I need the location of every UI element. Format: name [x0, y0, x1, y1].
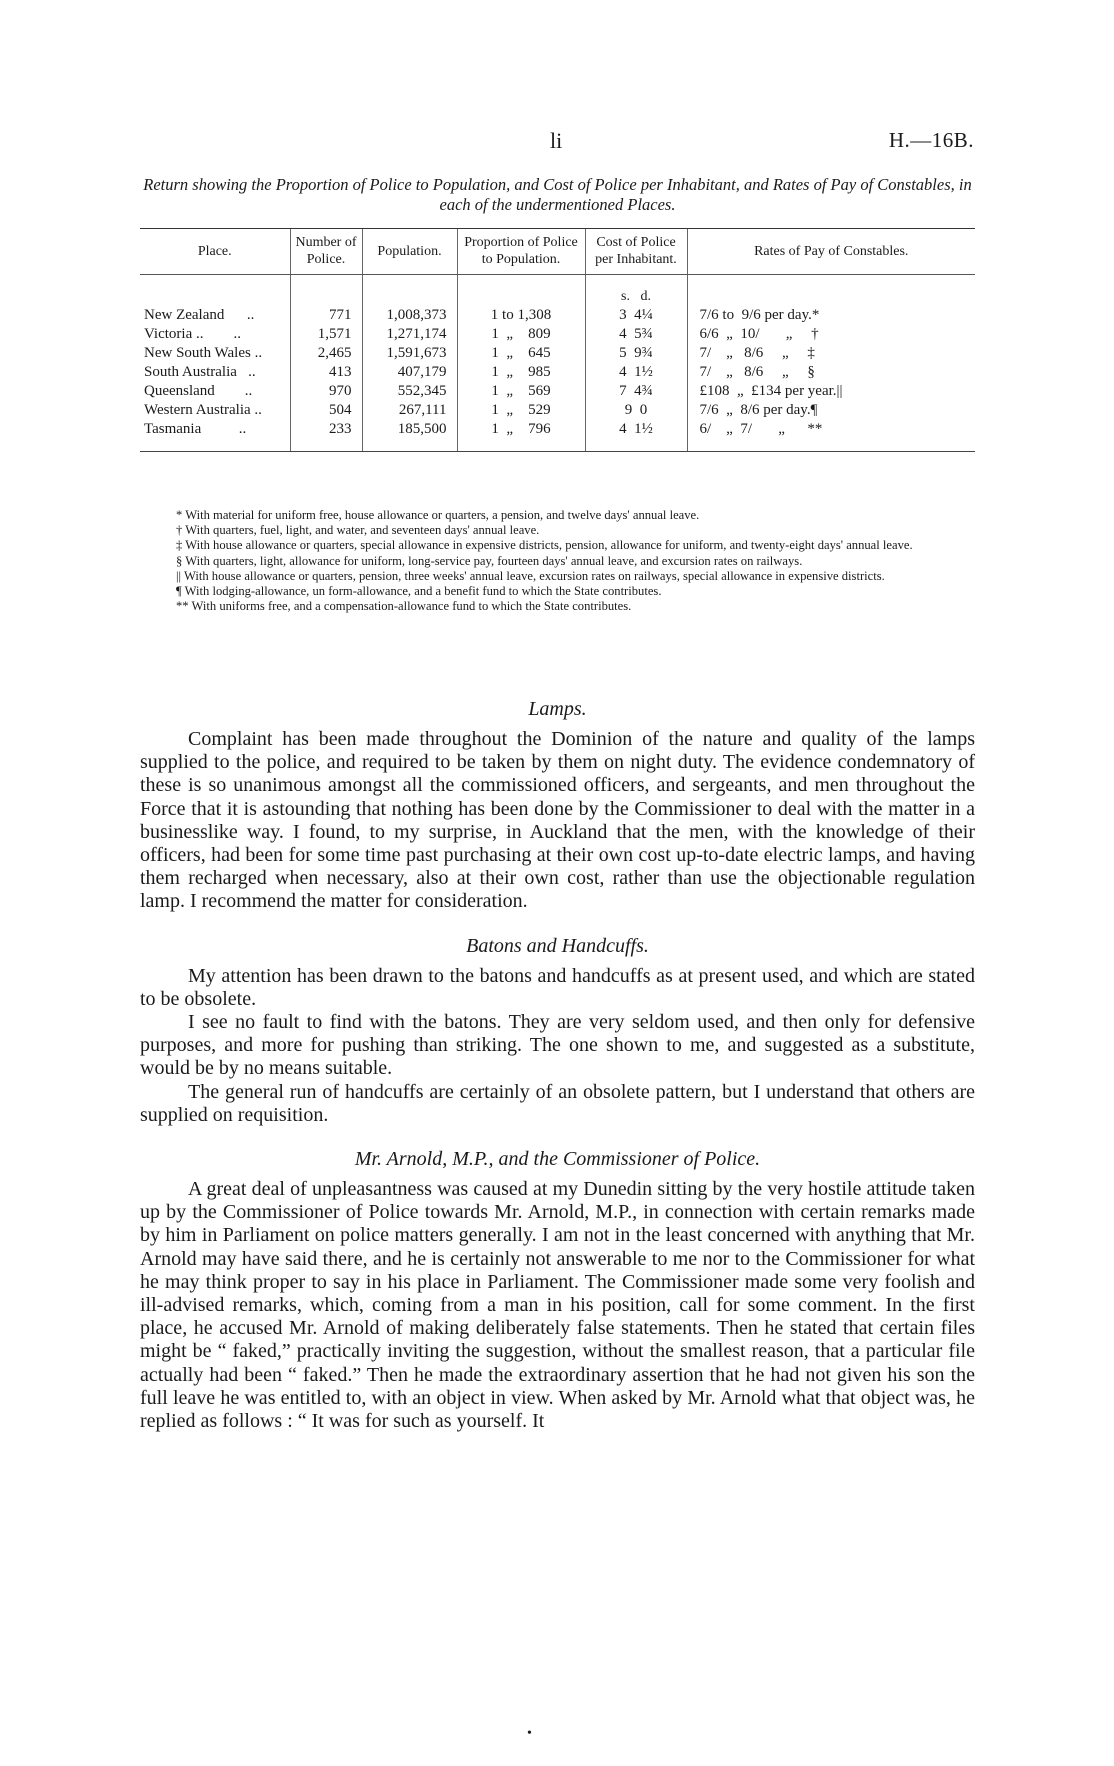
- header-number: Number of Police.: [290, 229, 362, 275]
- footnote: ** With uniforms free, and a compensation-allowance fund to which the State contributes.: [176, 599, 632, 614]
- police-return-table: [140, 228, 975, 452]
- cell-proportion: 1 „ 985: [457, 363, 585, 382]
- cell-cost: 4 1½: [585, 363, 687, 382]
- footnote: || With house allowance or quarters, pension, three weeks' annual leave, excursion rates on railways, special allowance in expensive districts.: [176, 568, 885, 583]
- cell-number: 1,571: [290, 325, 362, 344]
- footnote: * With material for uniform free, house allowance or quarters, a pension, and twelve days' annual leave.: [176, 508, 700, 522]
- footnote: † With quarters, fuel, light, and water, and seventeen days' annual leave.: [176, 523, 540, 538]
- section-heading-arnold: Mr. Arnold, M.P., and the Commissioner of Police.: [354, 1148, 761, 1171]
- section-heading-lamps: Lamps.: [528, 698, 587, 720]
- cell-cost: 7 4¾: [585, 382, 687, 401]
- cell-population: 1,271,174: [362, 325, 457, 344]
- page-header: [0, 128, 1114, 154]
- cell-cost: 4 5¾: [585, 325, 687, 344]
- paragraph: A great deal of unpleasantness was caused at my Dunedin sitting by the very hostile attitude taken up by the Commissioner of Police towards Mr. Arnold, M.P., in connection with certain remarks made by him in Parliament on police matters generally. I am not in the least concerned with anything that Mr. Arnold may have said there, and he is certainly not answerable to me nor to the Commissioner for what he may think proper to say in his place in Parliament. The Commissioner made some very foolish and ill-advised remarks, which, coming from a man in his position, call for some comment. In the first place, he accused Mr. Arnold of making deliberately false statements. Then he stated that certain files might be “ faked,” practically inviting the suggestion, without the smallest reason, that a particular file actually had been “ faked.” Then he made the extraordinary assertion that he had not given his son the full leave he was entitled to, with an object in view. When asked by Mr. Arnold what that object was, he replied as follows : “ It was for such as yourself. It: [140, 1178, 975, 1433]
- cell-proportion: 1 „ 645: [457, 344, 585, 363]
- section-heading-batons: Batons and Handcuffs.: [466, 934, 649, 957]
- cell-cost: 3 4¼: [585, 306, 687, 325]
- header-place: Place.: [140, 229, 290, 275]
- cell-population: 1,591,673: [362, 344, 457, 363]
- cell-number: 771: [290, 306, 362, 325]
- header-rates: Rates of Pay of Constables.: [687, 229, 975, 275]
- cell-cost: 4 1½: [585, 420, 687, 452]
- cell-population: 407,179: [362, 363, 457, 382]
- footnote: ‡ With house allowance or quarters, special allowance in expensive districts, pension, allowance for uniform, and twenty-eight days' annual leave.: [176, 538, 913, 553]
- cell-number: 2,465: [290, 344, 362, 363]
- cell-rates: 7/ „ 8/6 „ ‡: [687, 344, 975, 363]
- cell-number: 413: [290, 363, 362, 382]
- cell-place: Tasmania ..: [140, 420, 290, 452]
- document-reference: H.—16B.: [888, 128, 974, 152]
- table-row: [140, 344, 975, 363]
- footnote: § With quarters, light, allowance for uniform, long-service pay, fourteen days' annual leave, and excursion rates on railways.: [176, 553, 803, 568]
- paragraph: I see no fault to find with the batons. They are very seldom used, and then only for defensive purposes, and more for pushing than striking. The one shown to me, and suggested as a substitute, would be by no means suitable.: [140, 1011, 975, 1080]
- cell-cost: 5 9¾: [585, 344, 687, 363]
- cell-proportion: 1 „ 796: [457, 420, 585, 452]
- cell-place: New Zealand ..: [144, 307, 255, 323]
- header-proportion: Proportion of Police to Population.: [457, 229, 585, 275]
- cell-proportion: 1 „ 569: [457, 382, 585, 401]
- table-row: [140, 420, 975, 452]
- table-row: [140, 306, 975, 325]
- cell-place: New South Wales ..: [144, 345, 263, 361]
- cell-place: South Australia ..: [144, 364, 256, 380]
- paragraph: Complaint has been made throughout the Dominion of the nature and quality of the lamps supplied to the police, and required to be taken by them on night duty. The evidence condemnatory of these is so unanimous amongst all the commissioned officers, and sergeants, and men throughout the Force that it is astounding that nothing has been done by the Commissioner to deal with the matter in a businesslike way. I found, to my surprise, in Auckland that the men, with the knowledge of their officers, had been for some time past purchasing at their own cost up-to-date electric lamps, and having them recharged when necessary, also at their own cost, rather than use the objectionable regulation lamp. I recommend the matter for consideration.: [140, 728, 975, 913]
- cost-units-label: s. d.: [585, 275, 687, 307]
- cell-rates: 7/6 to 9/6 per day.*: [687, 306, 975, 325]
- cell-number: 233: [290, 420, 362, 452]
- table-row: [140, 382, 975, 401]
- table-row: [140, 401, 975, 420]
- cell-population: 267,111: [362, 401, 457, 420]
- cell-number: 504: [290, 401, 362, 420]
- table-header-row: [140, 229, 975, 275]
- table-row: [140, 363, 975, 382]
- cell-number: 970: [290, 382, 362, 401]
- cell-rates: £108 „ £134 per year.||: [687, 382, 975, 401]
- cell-proportion: 1 „ 529: [457, 401, 585, 420]
- cell-rates: 7/6 „ 8/6 per day.¶: [687, 401, 975, 420]
- paragraph: The general run of handcuffs are certainly of an obsolete pattern, but I understand that others are supplied on requisition.: [140, 1080, 975, 1126]
- cell-rates: 7/ „ 8/6 „ §: [687, 363, 975, 382]
- table-row: [140, 325, 975, 344]
- cell-population: 552,345: [362, 382, 457, 401]
- stray-dot-mark: •: [527, 1726, 532, 1741]
- cell-rates: 6/6 „ 10/ „ †: [687, 325, 975, 344]
- cell-cost: 9 0: [585, 401, 687, 420]
- table-units-row: [140, 275, 975, 307]
- report-body: [140, 697, 975, 1433]
- cell-rates: 6/ „ 7/ „ **: [687, 420, 975, 452]
- cell-place: Queensland ..: [144, 383, 253, 399]
- table-caption: Return showing the Proportion of Police to Population, and Cost of Police per Inhabitant, and Rates of Pay of Constables, in each of the undermentioned Places.: [143, 175, 972, 214]
- page-number: li: [550, 128, 563, 153]
- footnote: ¶ With lodging-allowance, un form-allowance, and a benefit fund to which the State contributes.: [176, 584, 662, 599]
- cell-place: Victoria .. ..: [144, 326, 241, 342]
- table-footnotes: [140, 508, 975, 614]
- cell-population: 1,008,373: [362, 306, 457, 325]
- cell-population: 185,500: [362, 420, 457, 452]
- cell-place: Western Australia ..: [144, 402, 262, 418]
- cell-proportion: 1 „ 809: [457, 325, 585, 344]
- header-cost: Cost of Police per Inhabitant.: [585, 229, 687, 275]
- paragraph: My attention has been drawn to the batons and handcuffs as at present used, and which are stated to be obsolete.: [140, 964, 975, 1010]
- cell-proportion: 1 to 1,308: [457, 306, 585, 325]
- header-population: Population.: [362, 229, 457, 275]
